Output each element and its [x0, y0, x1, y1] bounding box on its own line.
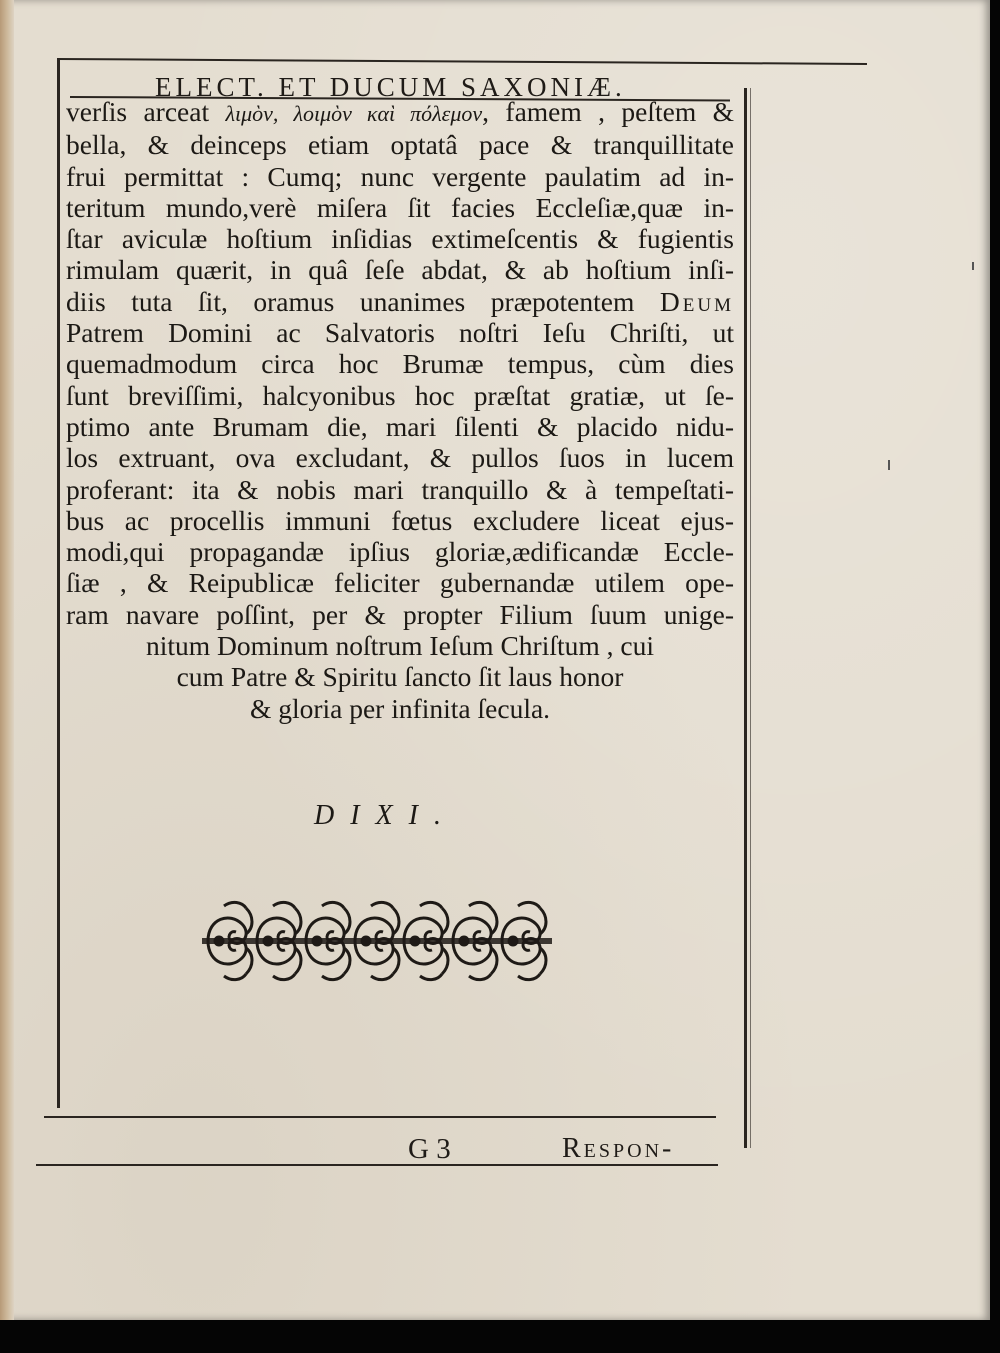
text-line: proferant: ita & nobis mari tranquillo & à tempeſtati- — [66, 473, 734, 505]
text-line: Patrem Domini ac Salvatoris noſtri Ieſu Chriſti, ut — [66, 317, 734, 349]
text-line: cum Patre & Spiritu ſancto ſit laus honor — [176, 661, 624, 693]
text-line: bella, & deinceps etiam optatâ pace & tranquillitate — [66, 129, 734, 161]
frame-rule-right — [744, 88, 747, 1148]
printers-ornament — [202, 898, 552, 984]
catchword — [562, 1133, 674, 1165]
text-line: frui permittat : Cumq; nunc vergente paulatim ad in- — [66, 160, 734, 192]
text-fragment: verſis arceat — [66, 96, 226, 127]
signature-mark: G 3 — [408, 1133, 451, 1165]
text-line — [66, 286, 734, 317]
greek-phrase: λιμὸν, λοιμὸν καὶ πόλεμον — [225, 101, 483, 126]
text-line: ram navare poſſint, per & propter Filium ſuum unige- — [66, 598, 734, 630]
deum-small-caps: Deum — [659, 285, 734, 317]
margin-mark — [972, 262, 974, 270]
text-line: ſiæ , & Reipublicæ feliciter gubernandæ utilem ope- — [66, 567, 734, 599]
text-line: modi,qui propagandæ ipſius gloriæ,ædificandæ Eccle- — [66, 536, 734, 568]
page-binding-edge — [0, 0, 14, 1320]
closing-dixi: DIXI. — [314, 800, 457, 831]
bottom-rule-upper — [44, 1116, 716, 1118]
text-line: bus ac procellis immuni fœtus excludere liceat ejus- — [66, 504, 734, 536]
text-line: quemadmodum circa hoc Brumæ tempus, cùm dies — [66, 348, 734, 380]
text-line — [66, 96, 734, 129]
text-line: los extruant, ova excludant, & pullos ſuos in lucem — [66, 442, 734, 474]
text-line: ſtar aviculæ hoſtium inſidias extimeſcentis & fugientis — [66, 223, 734, 255]
text-line: ptimo ante Brumam die, mari ſilenti & placido nidu- — [66, 410, 734, 442]
text-line: rimulam quærit, in quâ ſeſe abdat, & ab hoſtium inſi- — [66, 254, 734, 286]
text-line: nitum Dominum noſtrum Ieſum Chriſtum , cui — [146, 630, 654, 662]
frame-rule-left — [57, 58, 60, 1108]
running-title: ELECT. ET DUCUM SAXONIÆ. — [155, 72, 626, 102]
body-text — [66, 96, 734, 724]
text-line: & gloria per infinita ſecula. — [249, 692, 551, 724]
text-line: teritum mundo,verè miſera ſit facies Eccleſiæ,quæ in- — [66, 191, 734, 223]
frame-rule-right-outer — [750, 88, 751, 1148]
text-fragment: diis tuta ſit, oramus unanimes præpotentem — [66, 285, 660, 317]
catchword-text: Respon- — [562, 1133, 675, 1164]
text-fragment: , famem , peſtem & — [482, 96, 735, 127]
margin-mark — [888, 460, 890, 470]
header-rule-top — [57, 58, 867, 65]
text-line: ſunt breviſſimi, halcyonibus hoc præſtat gratiæ, ut ſe- — [66, 379, 734, 411]
